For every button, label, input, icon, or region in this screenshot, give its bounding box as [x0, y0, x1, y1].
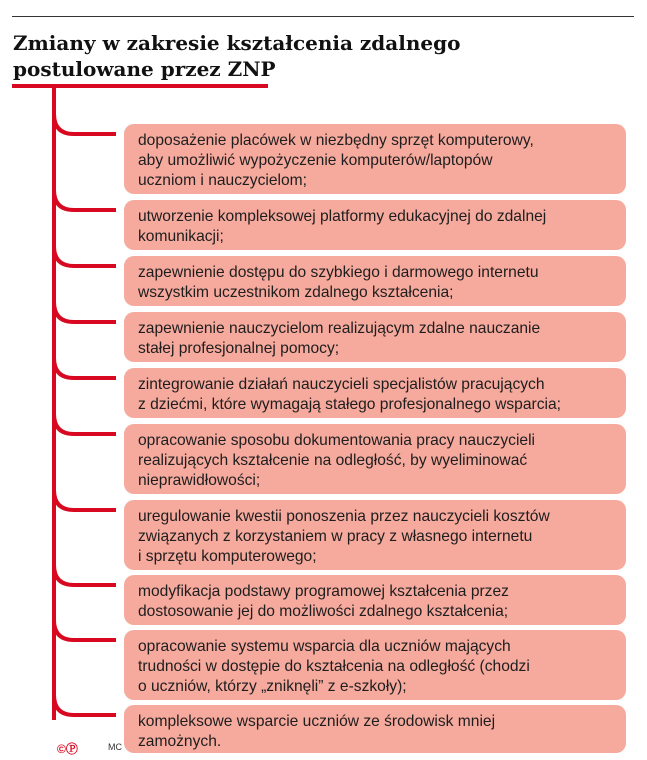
- postulate-text-line: realizujących kształcenie na odległość, by wyeliminować: [138, 452, 528, 469]
- connector-branch: [54, 620, 118, 650]
- postulate-text-line: opracowanie sposobu dokumentowania pracy nauczycieli: [138, 432, 536, 449]
- connector-branch: [54, 565, 118, 595]
- postulate-text-line: o uczniów, którzy „zniknęli” z e-szkoły);: [138, 678, 407, 695]
- postulate-text-line: zintegrowanie działań nauczycieli specjalistów pracujących: [138, 376, 545, 393]
- postulate-text-line: uczniom i nauczycielom;: [138, 172, 307, 189]
- postulate-item: [124, 124, 626, 194]
- postulate-text-line: wszystkim uczestnikom zdalnego kształcenia;: [138, 284, 454, 301]
- postulate-text-line: utworzenie kompleksowej platformy edukacyjnej do zdalnej: [138, 208, 547, 225]
- postulate-text-line: trudności w dostępie do kształcenia na odległość (chodzi: [138, 658, 530, 675]
- connector-branch: [54, 490, 118, 520]
- postulate-item: [124, 705, 626, 753]
- postulate-text-line: związanych z korzystaniem w pracy z własnego internetu: [138, 528, 533, 545]
- postulate-text-line: modyfikacja podstawy programowej kształcenia przez: [138, 583, 509, 600]
- diagram-title: [13, 30, 460, 82]
- postulate-text-line: zapewnienie nauczycielom realizującym zdalne nauczanie: [138, 320, 541, 337]
- author-credit: MC: [108, 742, 122, 752]
- postulate-item: [124, 368, 626, 418]
- postulate-item: [124, 424, 626, 494]
- connector-branch: [54, 302, 118, 332]
- postulate-text-line: opracowanie systemu wsparcia dla uczniów mających: [138, 638, 511, 655]
- postulate-text-line: aby umożliwić wypożyczenie komputerów/laptopów: [138, 152, 493, 169]
- copyright-mark: ©Ⓟ: [57, 742, 78, 756]
- postulate-item: [124, 256, 626, 306]
- connector-branch: [54, 695, 118, 725]
- title-underline: [12, 84, 268, 88]
- postulate-item: [124, 200, 626, 250]
- postulate-text-line: dostosowanie jej do możliwości zdalnego kształcenia;: [138, 603, 509, 620]
- postulate-text-line: zapewnienie dostępu do szybkiego i darmowego internetu: [138, 264, 539, 281]
- connector-branch: [54, 190, 118, 220]
- top-rule: [12, 16, 634, 17]
- postulate-text-line: stałej profesjonalnej pomocy;: [138, 340, 340, 357]
- connector-branch: [54, 114, 118, 144]
- postulate-item: [124, 312, 626, 362]
- postulate-text-line: doposażenie placówek w niezbędny sprzęt komputerowy,: [138, 132, 534, 149]
- postulate-text-line: komunikacji;: [138, 228, 224, 245]
- postulate-text-line: z dziećmi, które wymagają stałego profesjonalnego wsparcia;: [138, 396, 561, 413]
- postulate-item: [124, 500, 626, 570]
- title-line-1: Zmiany w zakresie kształcenia zdalnego: [13, 31, 461, 55]
- postulate-item: [124, 575, 626, 625]
- postulate-item: [124, 630, 626, 700]
- connector-branch: [54, 414, 118, 444]
- connector-branch: [54, 358, 118, 388]
- title-line-2: postulowane przez ZNP: [13, 57, 276, 81]
- postulate-text-line: i sprzętu komputerowego;: [138, 548, 317, 565]
- postulate-text-line: uregulowanie kwestii ponoszenia przez nauczycieli kosztów: [138, 508, 550, 525]
- postulate-text-line: kompleksowe wsparcie uczniów ze środowisk mniej: [138, 713, 496, 730]
- postulate-text-line: nieprawidłowości;: [138, 472, 261, 489]
- connector-branch: [54, 246, 118, 276]
- postulate-text-line: zamożnych.: [138, 733, 222, 750]
